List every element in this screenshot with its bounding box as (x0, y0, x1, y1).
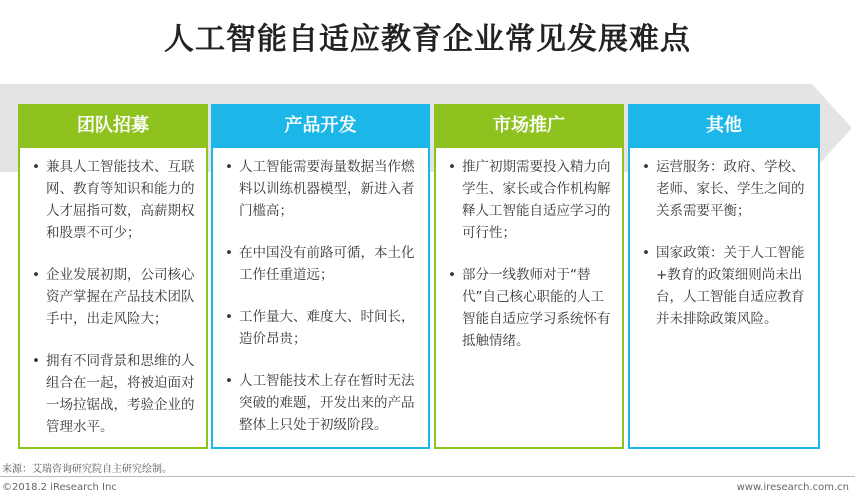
column-body (211, 148, 430, 449)
list-item: • 运营服务：政府、学校、老师、家长、学生之间的关系需要平衡； (630, 156, 812, 222)
page-title: 人工智能自适应教育企业常见发展难点 (164, 22, 691, 57)
bullet-list (213, 156, 422, 436)
list-item: • 工作量大、难度大、时间长，造价昂贵； (213, 306, 422, 350)
website-link[interactable]: www.iresearch.com.cn (736, 482, 849, 493)
list-item: • 人工智能技术上存在暂时无法突破的难题，开发出来的产品整体上只处于初级阶段。 (213, 370, 422, 436)
source-note: 来源：艾瑞咨询研究院自主研究绘制。 (2, 464, 172, 475)
list-item: • 拥有不同背景和思维的人组合在一起，将被迫面对一场拉锯战，考验企业的管理水平。 (20, 350, 200, 438)
column-header: 产品开发 (211, 104, 430, 148)
column-body (18, 148, 208, 449)
list-item: • 部分一线教师对于“替代”自己核心职能的人工智能自适应学习系统怀有抵触情绪。 (436, 264, 616, 352)
column-body (434, 148, 624, 449)
list-item: • 人工智能需要海量数据当作燃料以训练机器模型，新进入者门槛高； (213, 156, 422, 222)
footer-divider (0, 476, 855, 477)
list-item: • 兼具人工智能技术、互联网、教育等知识和能力的人才屈指可数，高薪期权和股票不可少； (20, 156, 200, 244)
column-product-development (211, 104, 430, 449)
column-header: 其他 (628, 104, 820, 148)
column-market-promotion (434, 104, 624, 449)
bullet-list (436, 156, 616, 352)
column-header: 团队招募 (18, 104, 208, 148)
list-item: • 企业发展初期，公司核心资产掌握在产品技术团队手中，出走风险大； (20, 264, 200, 330)
bullet-list (630, 156, 812, 330)
list-item: • 国家政策：关于人工智能+教育的政策细则尚未出台，人工智能自适应教育并未排除政策风险。 (630, 242, 812, 330)
copyright-text: ©2018.2 iResearch Inc (2, 482, 117, 493)
list-item: • 在中国没有前路可循，本土化工作任重道远； (213, 242, 422, 286)
column-header: 市场推广 (434, 104, 624, 148)
column-team-recruiting (18, 104, 208, 449)
list-item: • 推广初期需要投入精力向学生、家长或合作机构解释人工智能自适应学习的可行性； (436, 156, 616, 244)
column-other (628, 104, 820, 449)
bullet-list (20, 156, 200, 438)
column-body (628, 148, 820, 449)
